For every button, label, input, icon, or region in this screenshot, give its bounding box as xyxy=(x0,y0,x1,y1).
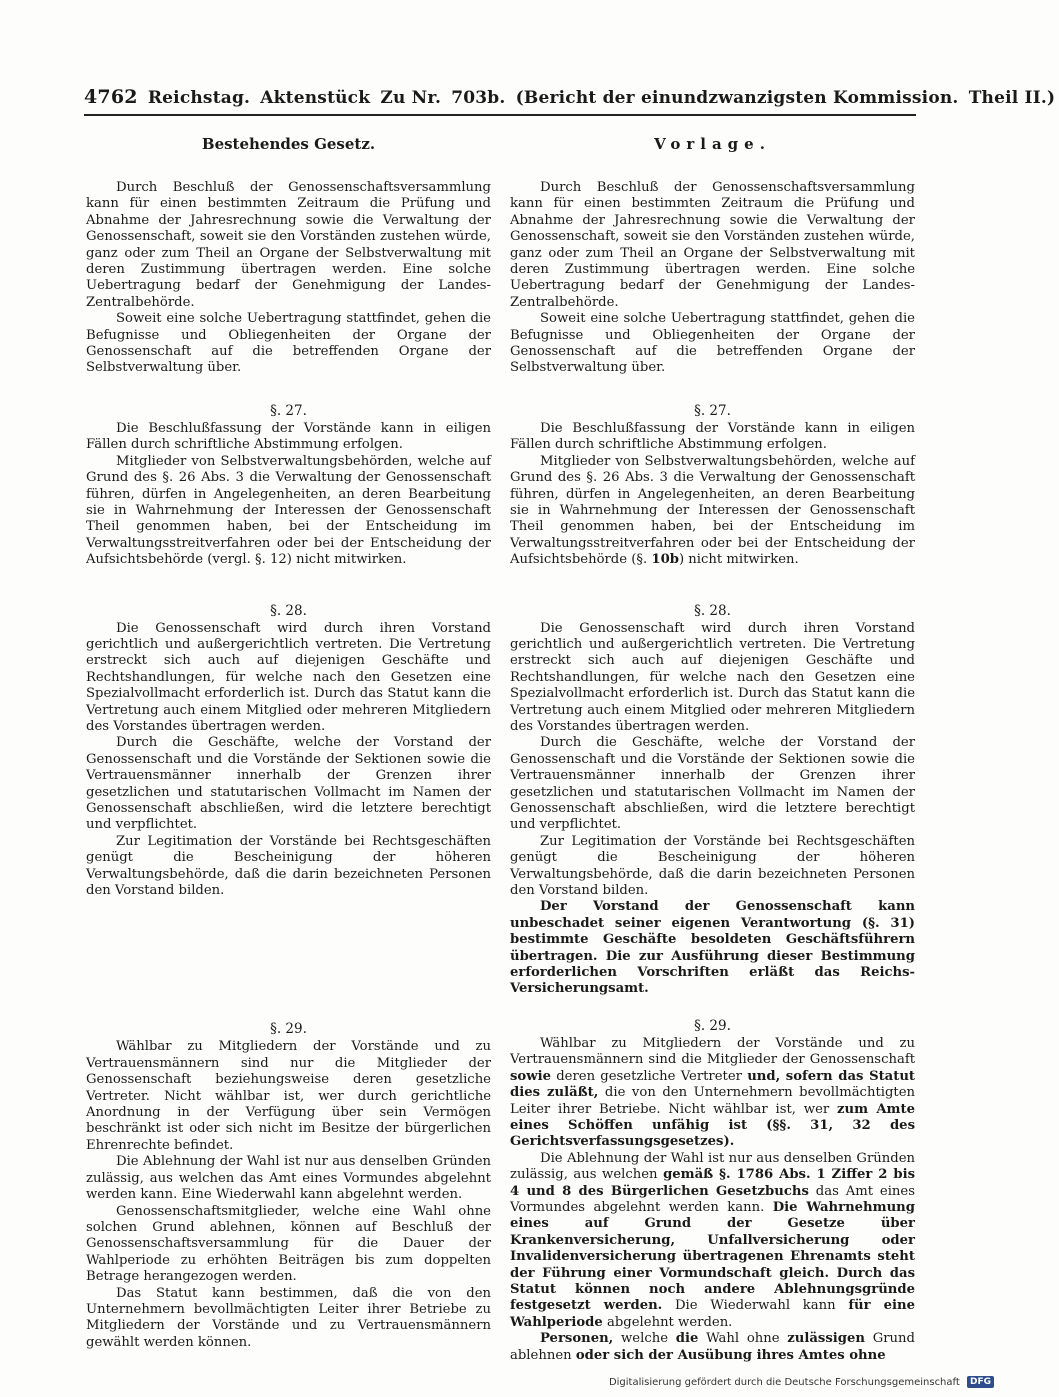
paragraph: Wählbar zu Mitgliedern der Vorstände und zu Vertrauensmännern sind nur die Mitglieder der Genossenschaft beziehungsweise deren gesetzliche Vertreter. Nicht wählbar ist, wer durch gerichtliche Anordnung in der Verfügung über sein Vermögen beschränkt ist oder sich nicht im Besitze der bürgerlichen Ehrenrechte befindet. xyxy=(86,1039,491,1153)
paragraph xyxy=(510,1036,915,1151)
amended-text: die xyxy=(675,1331,699,1347)
header-rule xyxy=(84,114,916,116)
paragraph: Genossenschaftsmitglieder, welche eine Wahl ohne solchen Grund ablehnen, können auf Beschluß der Genossenschaftsversammlung für die Dauer der Wahlperiode zu erhöhten Beiträgen bis zum doppelten Betrage herangezogen werden. xyxy=(86,1203,491,1285)
left-column xyxy=(86,126,491,1350)
amended-text: für eine Wahlperiode xyxy=(510,1298,916,1330)
left-column-title: Bestehendes Gesetz. xyxy=(201,135,376,153)
text-run: welche xyxy=(621,1331,669,1347)
text-run: Grund ablehnen xyxy=(510,1331,915,1363)
amended-text: 10b xyxy=(651,552,679,568)
text-run: Die Ablehnung der Wahl ist nur aus denselben Gründen zulässig, aus welchen xyxy=(510,1150,915,1183)
amended-text: zulässigen xyxy=(787,1331,865,1347)
paragraph: Die Ablehnung der Wahl ist nur aus denselben Gründen zulässig, aus welchen das Amt eines Vormundes abgelehnt werden kann. Eine Wiederwahl kann abgelehnt werden. xyxy=(86,1154,491,1203)
footer-text: Digitalisierung gefördert durch die Deutsche Forschungsgemeinschaft xyxy=(608,1377,960,1388)
paragraph: Die Genossenschaft wird durch ihren Vorstand gerichtlich und außergerichtlich vertreten. Die Vertretung erstreckt sich auch auf diejenigen Geschäfte und Rechtshandlungen, für welche nach den Gesetzen eine Spezialvollmacht erforderlich ist. Durch das Statut kann die Vertretung auch einem Mitglied oder mehreren Mitgliedern des Vorstandes übertragen werden. xyxy=(510,620,915,734)
header-part: 703b. xyxy=(451,88,506,108)
paragraph: Soweit eine solche Uebertragung stattfindet, gehen die Befugnisse und Obliegenheiten der Organe der Genossenschaft auf die betreffenden Organe der Selbstverwaltung über. xyxy=(510,311,915,376)
text-run: ) nicht mitwirken. xyxy=(678,552,799,568)
paragraph xyxy=(510,1331,915,1364)
paragraph: Die Beschlußfassung der Vorstände kann in eiligen Fällen durch schriftliche Abstimmung erfolgen. xyxy=(510,420,915,453)
paragraph: Die Beschlußfassung der Vorstände kann in eiligen Fällen durch schriftliche Abstimmung erfolgen. xyxy=(86,420,491,453)
paragraph: Zur Legitimation der Vorstände bei Rechtsgeschäften genügt die Bescheinigung der höheren Verwaltungsbehörde, daß die darin bezeichneten Personen den Vorstand bilden. xyxy=(86,833,491,899)
paragraph: Durch die Geschäfte, welche der Vorstand der Genossenschaft und die Vorstände der Sektionen sowie die Vertrauensmänner innerhalb der Grenzen ihrer gesetzlichen und statutarischen Vollmacht im Namen der Genossenschaft abschließen, wird die letztere berechtigt und verpflichtet. xyxy=(86,735,491,833)
text-run: deren gesetzliche Vertreter xyxy=(556,1068,742,1084)
paragraph: Durch Beschluß der Genossenschaftsversammlung kann für einen bestimmten Zeitraum die Prüfung und Abnahme der Jahresrechnung sowie die Verwaltung der Genossenschaft, soweit sie den Vorständen zustehen würde, ganz oder zum Theil an Organe der Selbstverwaltung mit deren Zustimmung übertragen werden. Eine solche Uebertragung bedarf der Genehmigung der Landes-Zentralbehörde. xyxy=(510,180,915,310)
paragraph: Die Genossenschaft wird durch ihren Vorstand gerichtlich und außergerichtlich vertreten. Die Vertretung erstreckt sich auch auf diejenigen Geschäfte und Rechtshandlungen, für welche nach den Gesetzen eine Spezialvollmacht erforderlich ist. Durch das Statut kann die Vertretung auch einem Mitglied oder mehreren Mitgliedern des Vorstandes übertragen werden. xyxy=(86,620,491,734)
text-run: Wahl ohne xyxy=(706,1331,780,1347)
paragraph: Mitglieder von Selbstverwaltungsbehörden, welche auf Grund des §. 26 Abs. 3 die Verwaltung der Genossenschaft führen, dürfen in Angelegenheiten, an deren Bearbeitung sie in Wahrnehmung der Interessen der Genossenschaft Theil genommen haben, bei der Entscheidung im Verwaltungsstreitverfahren oder bei der Entscheidung der Aufsichtsbehörde (vergl. §. 12) nicht mitwirken. xyxy=(86,453,491,568)
section-heading: §. 27. xyxy=(694,402,731,419)
paragraph: Soweit eine solche Uebertragung stattfindet, gehen die Befugnisse und Obliegenheiten der Organe der Genossenschaft auf die betreffenden Organe der Selbstverwaltung über. xyxy=(86,311,491,376)
amended-text: sowie xyxy=(510,1068,551,1084)
amended-text: zum Amte eines Schöffen unfähig ist (§§. 31, 32 des Gerichtsverfassungsgesetzes). xyxy=(510,1101,915,1150)
section-heading: §. 27. xyxy=(270,402,307,419)
section-heading: §. 29. xyxy=(694,1017,731,1034)
section-heading: §. 28. xyxy=(270,602,307,619)
text-run: Mitglieder von Selbstverwaltungsbehörden, welche auf Grund des §. 26 Abs. 3 die Verwaltung der Genossenschaft führen, dürfen in Angelegenheiten, an deren Bearbeitung sie in Wahrnehmung der Interessen der Genossenschaft Theil genommen haben, bei der Entscheidung im Verwaltungsstreitverfahren oder bei der Entscheidung der Aufsichtsbehörde (§. xyxy=(510,453,915,568)
amended-text: oder sich der Ausübung ihres Amtes ohne xyxy=(575,1347,886,1363)
right-column xyxy=(510,126,916,1363)
text-run: Die Wiederwahl kann xyxy=(674,1298,836,1314)
section-heading: §. 28. xyxy=(694,602,731,619)
amended-text: Personen, xyxy=(540,1331,614,1347)
paragraph: Das Statut kann bestimmen, daß die von den Unternehmern bevollmächtigten Leiter ihrer Betriebe zu Mitgliedern der Vorstände und zu Vertrauensmännern gewählt werden können. xyxy=(86,1285,491,1350)
paragraph: Zur Legitimation der Vorstände bei Rechtsgeschäften genügt die Bescheinigung der höheren Verwaltungsbehörde, daß die darin bezeichneten Personen den Vorstand bilden. xyxy=(510,833,915,899)
amended-text: Die Wahrnehmung eines auf Grund der Gesetze über Krankenversicherung, Unfallversicherung oder Invalidenversicherung übertragenen Ehrenamts steht der Führung einer Vormundschaft gleich. Durch das Statut können noch andere Ablehnungsgründe festgesetzt werden. xyxy=(510,1199,915,1314)
text-run: die von den Unternehmern bevollmächtigten Leiter ihrer Betriebe. Nicht wählbar ist, wer xyxy=(510,1085,915,1117)
header-part: (Bericht der einundzwanzigsten Kommission. xyxy=(515,88,959,108)
paragraph: Durch die Geschäfte, welche der Vorstand der Genossenschaft und die Vorstände der Sektionen sowie die Vertrauensmänner innerhalb der Grenzen ihrer gesetzlichen und statutarischen Vollmacht im Namen der Genossenschaft abschließen, wird die letztere berechtigt und verpflichtet. xyxy=(510,735,915,833)
text-run: das Amt eines Vormundes abgelehnt werden kann. xyxy=(510,1183,915,1215)
text-run: abgelehnt werden. xyxy=(607,1314,733,1330)
header-part: Zu Nr. xyxy=(380,88,442,108)
amended-text: und, sofern das Statut dies zuläßt, xyxy=(510,1068,915,1101)
header-part: Reichstag. xyxy=(147,88,251,108)
header-part: Aktenstück xyxy=(260,88,371,108)
paragraph xyxy=(510,454,915,569)
text-run: Wählbar zu Mitgliedern der Vorstände und zu Vertrauensmännern sind die Mitglieder der Genossenschaft xyxy=(510,1035,915,1068)
header-part: Theil II.) xyxy=(968,88,1056,108)
paragraph: Durch Beschluß der Genossenschaftsversammlung kann für einen bestimmten Zeitraum die Prüfung und Abnahme der Jahresrechnung sowie die Verwaltung der Genossenschaft, soweit sie den Vorständen zustehen würde, ganz oder zum Theil an Organe der Selbstverwaltung mit deren Zustimmung übertragen werden. Eine solche Uebertragung bedarf der Genehmigung der Landes-Zentralbehörde. xyxy=(86,180,491,310)
amended-paragraph: Der Vorstand der Genossenschaft kann unbeschadet seiner eigenen Verantwortung (§. 31) bestimmte Geschäfte besoldeten Geschäftsführern übertragen. Die zur Ausführung dieser Bestimmung erforderlichen Vorschriften erläßt das Reichs-Versicherungsamt. xyxy=(510,899,915,997)
paragraph xyxy=(510,1151,915,1331)
amended-text: gemäß §. 1786 Abs. 1 Ziffer 2 bis 4 und 8 des Bürgerlichen Gesetzbuchs xyxy=(510,1167,916,1199)
right-column-title: Vorlage. xyxy=(654,135,771,153)
section-heading: §. 29. xyxy=(270,1021,307,1038)
page-number: 4762 xyxy=(84,86,138,108)
page-header xyxy=(84,86,1056,112)
digitization-footer xyxy=(602,1376,994,1392)
dfg-logo: DFG xyxy=(967,1376,994,1388)
